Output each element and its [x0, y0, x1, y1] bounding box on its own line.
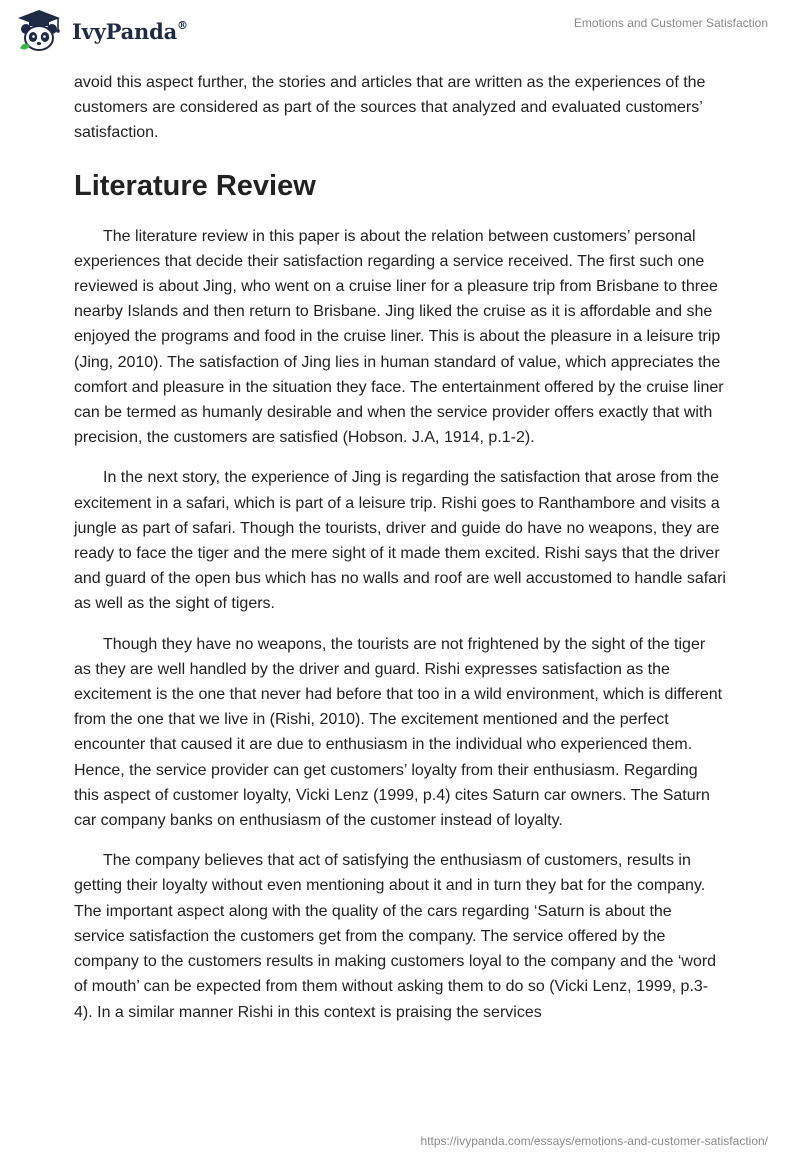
brand-name-text: IvyPanda [72, 18, 178, 44]
body-paragraph: The literature review in this paper is about the relation between customers’ personal experiences that decide their satisfaction regarding a service received. The first such one reviewed is about Jing, who went on a cruise liner for a pleasure trip from Brisbane to three nearby Islands and then return to Brisbane. Jing liked the cruise as it is affordable and she enjoyed the programs and food in the cruise liner. This is about the pleasure in a leisure trip (Jing, 2010). The satisfaction of Jing lies in human standard of value, which appreciates the comfort and pleasure in the situation they face. The entertainment offered by the cruise liner can be termed as humanly desirable and when the service provider offers exactly that with precision, the customers are satisfied (Hobson. J.A, 1914, p.1-2). [74, 227, 724, 447]
brand-logo[interactable] [14, 8, 188, 54]
body-paragraph: Though they have no weapons, the tourists are not frightened by the sight of the tiger as they are well handled by the driver and guard. Rishi expresses satisfaction as the excitement is the one that never had before that too in a wild environment, which is different from the one that we live in (Rishi, 2010). The excitement mentioned and the perfect encounter that caused it are due to enthusiasm in the individual who experienced them. Hence, the service provider can get customers’ loyalty from their enthusiasm. Regarding this aspect of customer loyalty, Vicki Lenz (1999, p.4) cites Saturn car owners. The Saturn car company banks on enthusiasm of the customer instead of loyalty. [74, 635, 723, 830]
body-paragraph: The company believes that act of satisfying the enthusiasm of customers, results in getting their loyalty without even mentioning about it and in turn they bat for the company. The important aspect along with the quality of the cars regarding ‘Saturn is about the service satisfaction the customers get from the company. The service offered by the company to the customers results in making customers loyal to the company and the ‘word of mouth’ can be expected from them without asking them to do so (Vicki Lenz, 1999, p.3-4). In a similar manner Rishi in this context is praising the services [74, 852, 717, 1021]
intro-paragraph: avoid this aspect further, the stories and articles that are written as the experiences of the customers are considered as part of the sources that analyzed and evaluated customers’ satisfaction. [74, 74, 706, 142]
source-url-link[interactable]: https://ivypanda.com/essays/emotions-and-customer-satisfaction/ [420, 1134, 768, 1148]
panda-graduate-icon [14, 8, 64, 54]
article-body [74, 70, 726, 1025]
body-paragraph: In the next story, the experience of Jing is regarding the satisfaction that arose from the excitement in a safari, which is part of a leisure trip. Rishi goes to Ranthambore and visits a jungle as part of safari. Though the tourists, driver and guide do have no weapons, they are ready to face the tiger and the mere sight of it made them excited. Rishi says that the driver and guard of the open bus which has no walls and roof are well accustomed to handle safari as well as the sight of tigers. [74, 469, 726, 613]
page-header [0, 0, 800, 70]
document-title: Emotions and Customer Satisfaction [573, 16, 768, 30]
registered-mark: ® [177, 18, 188, 32]
brand-name [72, 19, 188, 44]
section-heading: Literature Review [74, 169, 316, 202]
